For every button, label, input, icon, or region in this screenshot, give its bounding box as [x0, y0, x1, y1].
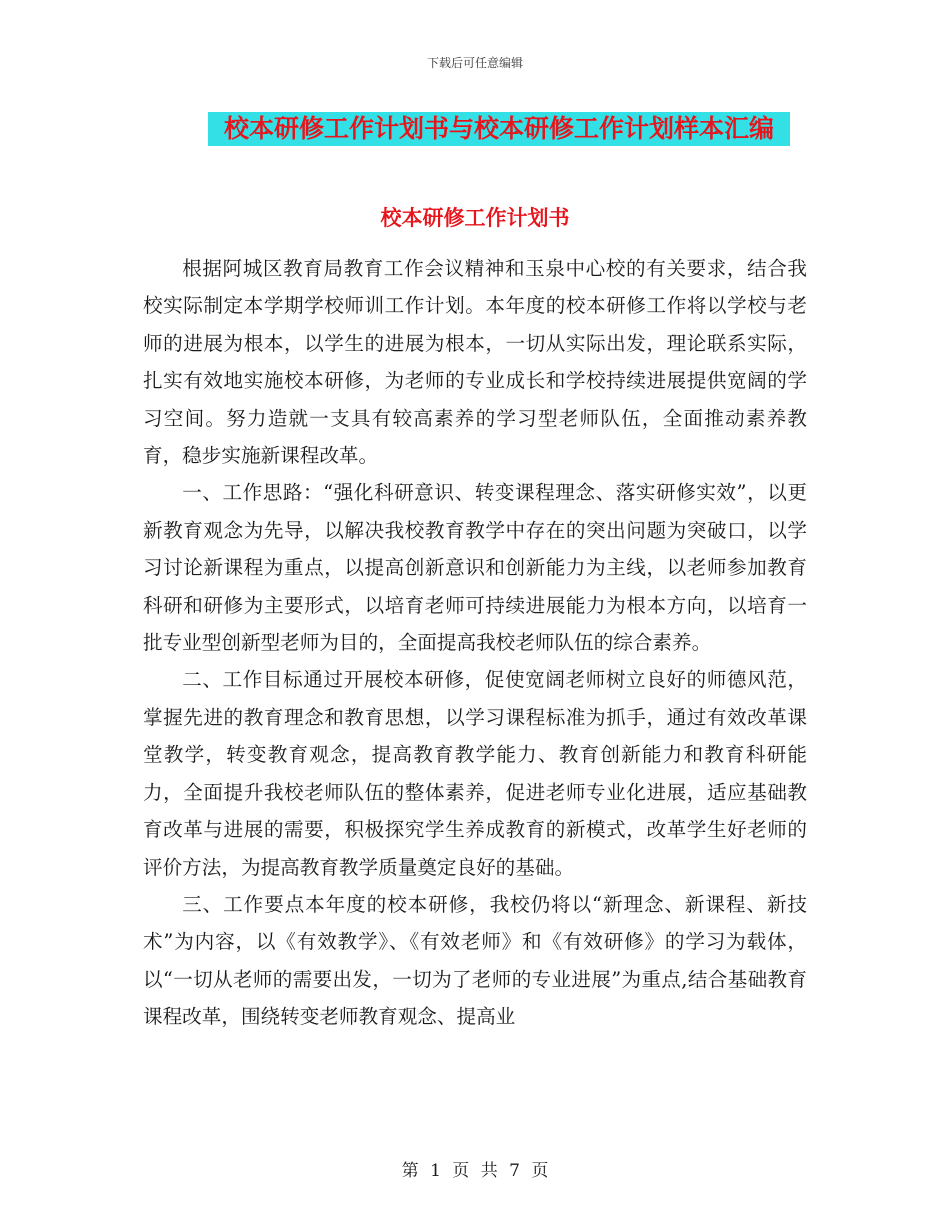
sub-title: 校本研修工作计划书 [380, 205, 570, 230]
main-title: 校本研修工作计划书与校本研修工作计划样本汇编 [223, 114, 774, 143]
paragraph-intro: 根据阿城区教育局教育工作会议精神和玉泉中心校的有关要求，结合我校实际制定本学期学校师训工作计划。本年度的校本研修工作将以学校与老师的进展为根本，以学生的进展为根本，一切从实际出发，理论联系实际，扎实有效地实施校本研修，为老师的专业成长和学校持续进展提供宽阔的学习空间。努力造就一支具有较高素养的学习型老师队伍，全面推动素养教育，稳步实施新课程改革。 [143, 257, 807, 468]
paragraph-work-points: 三、工作要点本年度的校本研修，我校仍将以“新理念、新课程、新技术”为内容，以《有效教学》、《有效老师》和《有效研修》的学习为载体，以“一切从老师的需要出发，一切为了老师的专业进展”为重点,结合基础教育课程改革，围绕转变老师教育观念、提高业 [143, 892, 807, 1029]
header-note: 下载后可任意编辑 [426, 56, 523, 70]
paragraph-work-goals: 二、工作目标通过开展校本研修，促使宽阔老师树立良好的师德风范，掌握先进的教育理念和教育思想，以学习课程标准为抓手，通过有效改革课堂教学，转变教育观念，提高教育教学能力、教育创新能力和教育科研能力，全面提升我校老师队伍的整体素养，促进老师专业化进展，适应基础教育改革与进展的需要，积极探究学生养成教育的新模式，改革学生好老师的评价方法，为提高教育教学质量奠定良好的基础。 [143, 668, 807, 879]
paragraph-work-ideas: 一、工作思路：“强化科研意识、转变课程理念、落实研修实效”，以更新教育观念为先导，以解决我校教育教学中存在的突出问题为突破口，以学习讨论新课程为重点，以提高创新意识和创新能力为主线，以老师参加教育科研和研修为主要形式，以培育老师可持续进展能力为根本方向，以培育一批专业型创新型老师为目的，全面提高我校老师队伍的综合素养。 [143, 481, 807, 655]
body-text [143, 250, 807, 1036]
page-footer: 第 1 页 共 7 页 [401, 1161, 549, 1181]
main-title-highlight [208, 112, 790, 146]
